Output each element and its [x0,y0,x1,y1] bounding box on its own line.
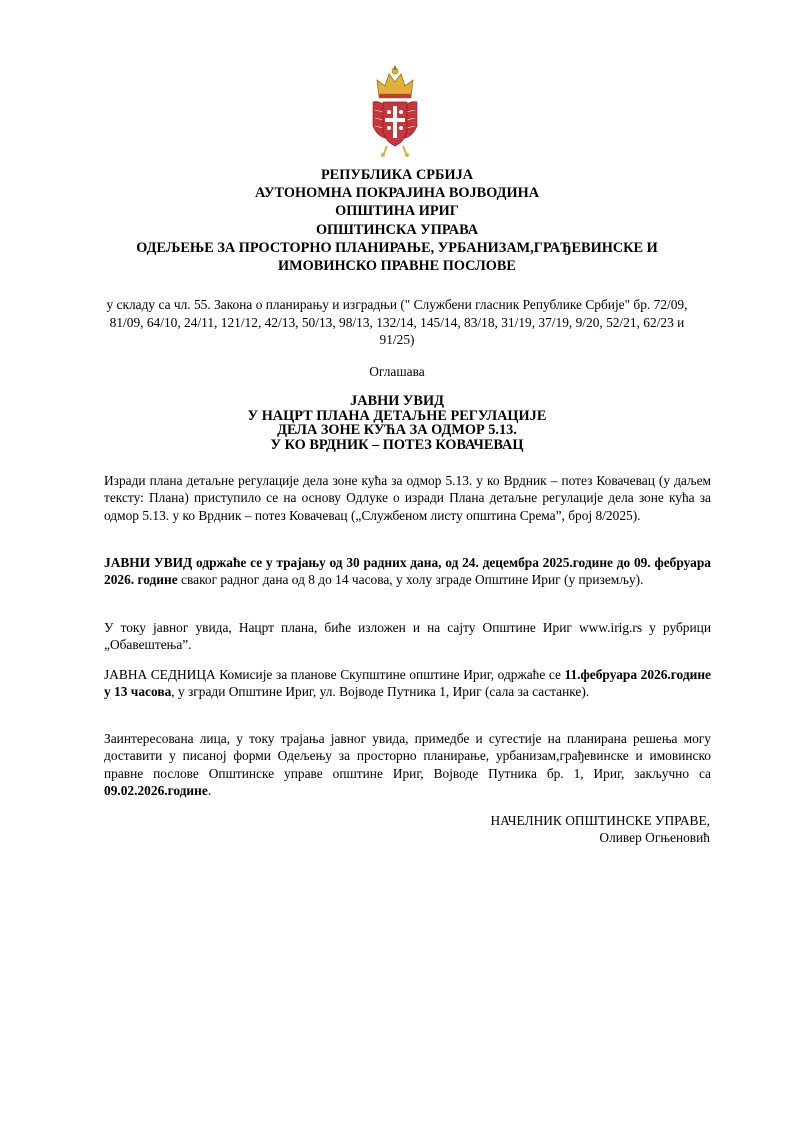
paragraph-submissions [104,730,711,799]
signature-block [491,812,711,847]
submissions-deadline-bold: 09.02.2026.године [104,782,208,798]
header-line-administration: ОПШТИНСКА УПРАВА [315,221,479,238]
header-line-province: АУТОНОМНА ПОКРАЈИНА ВОЈВОДИНА [254,185,540,202]
public-review-hours: сваког радног дана од 8 до 14 часова, у холу зграде Општине Ириг (у приземљу). [177,572,644,588]
institution-header [100,166,694,275]
paragraph-public-review-dates [104,554,711,589]
legal-basis: у складу са чл. 55. Закона о планирању и изградњи (" Службени гласник Републике Србије" бр. 72/09, 81/09, 64/10, 24/11, 121/12, 42/13, 50/13, 98/13, 132/14, 145/14, 83/18, 31/19, 37/19, 9/20, 52/21, 62/23 и 91/25) [106,297,688,348]
header-line-country: РЕПУБЛИКА СРБИЈА [320,167,474,183]
header-line-department: ОДЕЉЕЊЕ ЗА ПРОСТОРНО ПЛАНИРАЊЕ, УРБАНИЗАМ,ГРАЂЕВИНСКЕ И [136,239,658,256]
submissions-text: Заинтересована лица, у току трајања јавног увида, примедбе и сугестије на планирана решења могу доставити у писаној форми Одељењу за просторно планирање, урбанизам,грађевинске и имовинско правне послове Општинске управе општине Ириг, Војводе Путника бр. 1, Ириг, закључно са [104,731,711,781]
notice-title [100,394,694,452]
paragraph-plan-basis: Изради плана детаљне регулације дела зоне кућа за одмор 5.13. у ко Врдник – потез Ковачевац (у даљем тексту: Плана) приступило се на основу Одлуке о изради Плана детаљне регулације дела зоне кућа за одмор 5.13. у ко Врдник – потез Ковачевац („Службеном листу општина Срема”, број 8/2025). [104,473,711,523]
signature-name: Оливер Огњеновић [599,830,710,846]
header-line-department-cont: ИМОВИНСКО ПРАВНЕ ПОСЛОВЕ [278,258,516,275]
title-line-3: ДЕЛА ЗОНЕ КУЋА ЗА ОДМОР 5.13. [277,422,517,439]
signature-title: НАЧЕЛНИК ОПШТИНСКЕ УПРАВЕ, [490,813,710,828]
paragraph-website: У току јавног увида, Нацрт плана, биће изложен и на сајту Општине Ириг www.irig.rs у рубрици „Обавештења”. [104,620,711,653]
serbian-coat-of-arms-icon [369,66,421,158]
submissions-end: . [207,782,212,798]
title-line-2: У НАЦРТ ПЛАНА ДЕТАЉНЕ РЕГУЛАЦИЈЕ [247,407,547,424]
public-session-location: , у згради Општине Ириг, ул. Војводе Путника 1, Ириг (сала за састанке). [171,684,590,700]
title-line-4: У КО ВРДНИК – ПОТЕЗ КОВАЧЕВАЦ [270,436,524,453]
public-session-intro: ЈАВНА СЕДНИЦА Комисије за планове Скупштине општине Ириг, одржаће се [104,667,565,682]
paragraph-public-session [104,666,711,701]
public-review-dates-bold: ЈАВНИ УВИД одржаће се у трајању од 30 радних дана, од 24. децембра 2025.године до 09. фебруара 2026. године [104,555,711,588]
title-line-1: ЈАВНИ УВИД [350,393,444,409]
announcement-word: Оглашава [369,364,425,379]
header-line-municipality: ОПШТИНА ИРИГ [335,203,459,220]
public-session-date-bold: 11.фебруара 2026.године у 13 часова [104,667,711,700]
